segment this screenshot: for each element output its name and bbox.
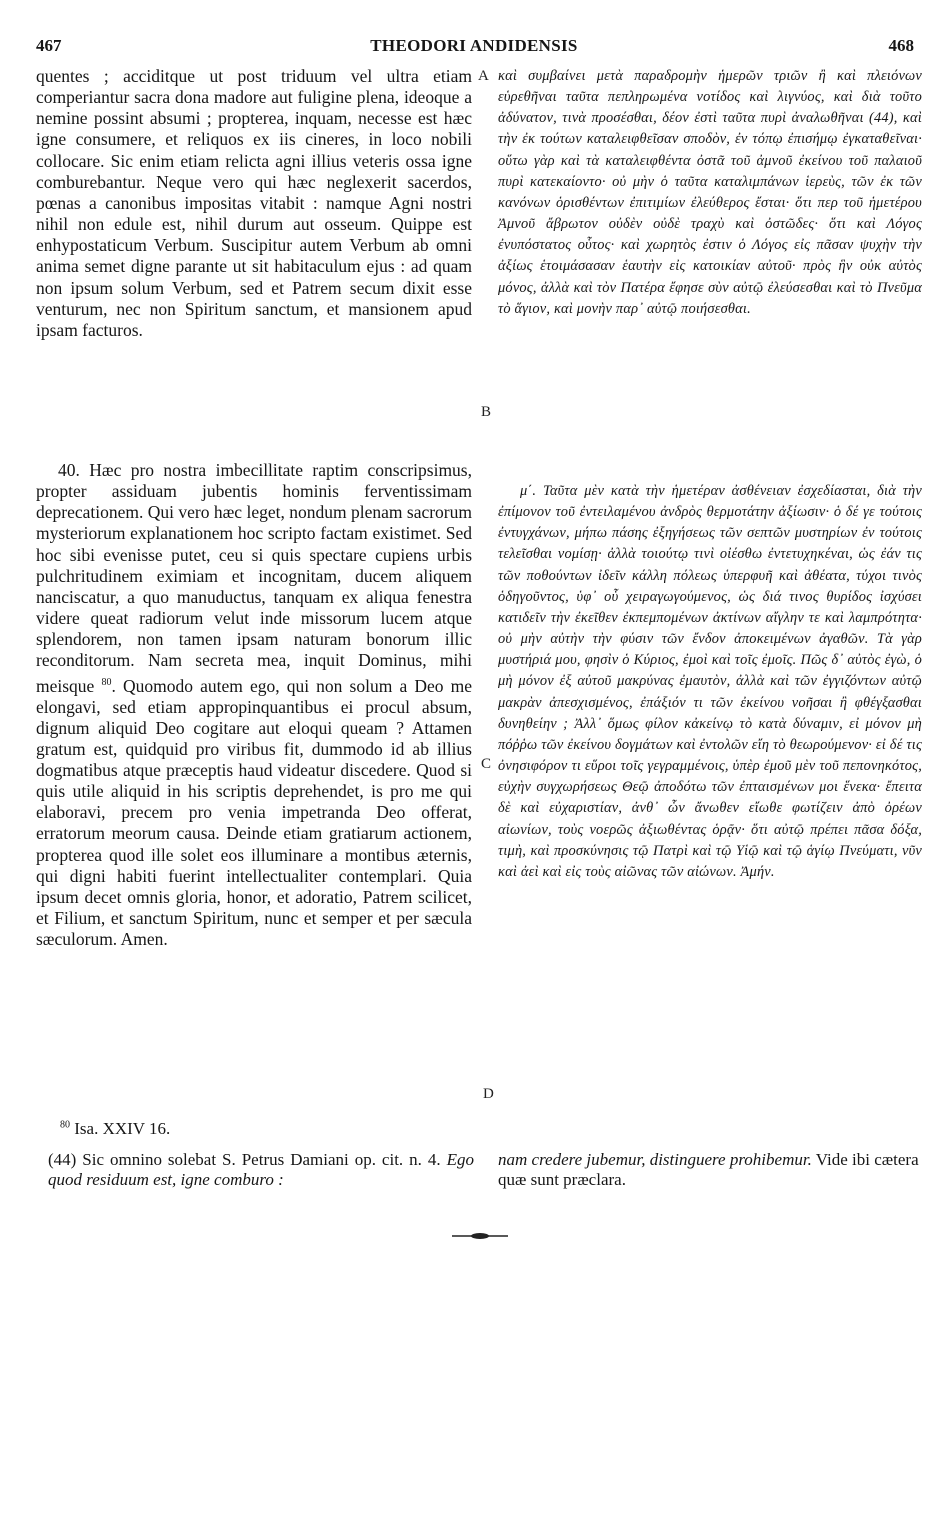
latin-paragraph-1 — [36, 66, 472, 341]
latin-paragraph-40-text — [36, 460, 472, 950]
latin-para2-part-a: 40. Hæc pro nostra imbecillitate raptim conscripsimus, propter assiduam jubentis hominis ferventissimam deprecationem. Qui vero hæc leget, nondum plenam sacrorum mysteriorum explanationem hoc scripto factam existimet. Sed hoc sibi evenisse putet, ceu si quis spectare cupiens urbis pulchritudinem eximiam et incognitam, ducem aliquem nanciscatur, a quo manuductus, tanquam ex aliqua fenestra videre queat radiorum velut inde missorum lucem atque splendorem, non tamen ipsam naturam bonorum illic reconditorum. Nam secreta mea, inquit Dominus, mihi meisque — [36, 460, 472, 696]
note-44-right — [498, 1150, 922, 1190]
greek-paragraph-1 — [498, 66, 922, 320]
latin-paragraph-1-text: quentes ; acciditque ut post triduum vel ultra etiam comperiantur sacra dona madore aut fuligine plena, ideoque a nemine possint absumi ; propterea, inquam, necesse est hæc igne consumere, et reliquos ex iis cineres, in loco nobili collocare. Sic enim etiam relicta agni illius veteris ossa igne comburebantur. Neque vero qui hæc neglexerit sacerdos, pœnas a canonibus impositas vitabit : namque Agni nostri nihil non edule est, nihil durum aut osseum. Quippe est enhypostaticum Verbum. Suscipitur autem Verbum ab omni anima semet digne parante ut sit habitaculum ejus : ad quam non ipsum solum Verbum, sed et Patrem secum dixit esse venturum, nec non Spiritum sanctum, et mansionem apud ipsam facturos. — [36, 66, 472, 340]
margin-marker-b: B — [481, 404, 492, 420]
footnote-80-text: Isa. XXIV 16. — [74, 1119, 171, 1138]
footnote-80-number: 80 — [60, 1119, 70, 1131]
latin-para2-part-b: . Quomodo autem ego, qui non solum a Deo me elongavi, sed etiam appropinquantibus ei procul absum, dignum aliquid Deo cogitare aut eloqui queam ? Attamen gratum est, quidquid pro viribus fit, dummodo id ab illius dogmatibus atque præceptis haud videatur discedere. Quod si quis utile aliquid in his scriptis deprehendet, is pro me qui elaboravi, precem pro venia impetranda Deo offerat, erratorum meorum causa. Deinde etiam gratiarum actionem, propterea quod ille solet eos illuminare a montibus æternis, qui digni habiti fuerint intellectualiter contemplari. Quia ipsum decet omnis gloria, honor, et adoratio, Patrem scilicet, et Filium, et sanctum Spiritum, nunc et semper et per sæcula sæculorum. Amen. — [36, 675, 472, 950]
footnote-80 — [60, 1119, 170, 1139]
latin-paragraph-40 — [36, 460, 472, 950]
note-44-left — [48, 1150, 474, 1190]
running-title: THEODORI ANDIDENSIS — [370, 36, 578, 55]
end-ornament — [450, 1232, 510, 1240]
right-page-number: 468 — [888, 36, 914, 55]
margin-marker-c: C — [481, 756, 492, 772]
note-44-right-italic: nam credere jubemur, distinguere prohibemur. — [498, 1150, 812, 1169]
greek-paragraph-1-text: καὶ συμβαίνει μετὰ παραδρομὴν ἡμερῶν τριῶν ἢ καὶ πλειόνων εὑρεθῆναι ταῦτα πεπληρωμένα νοτίδος καὶ λιγνύος, καὶ διὰ τοῦτο ἀδύνατον, τινὰ προσέσθαι, δέον ἐστὶ ταῦτα πυρὶ ἀναλωθῆναι (44), καὶ τὴν ἐκ τούτων καταλειφθεῖσαν σποδὸν, ἐν τόπῳ ἐπισήμῳ ἐγκαταθεῖναι· οὕτω γὰρ καὶ τὰ καταλειφθέντα ὀστᾶ τοῦ ἀμνοῦ ἐκείνου τοῦ παλαιοῦ πυρὶ κατεκαίοντο· οὐ μὴν ὁ ταῦτα καταλιμπάνων ἱερεὺς, τῶν ἐκ τῶν κανόνων ὁρισθέντων ἐπιτιμίων ἐλεύθερος ἔσται· ὅτι περ τοῦ ἡμετέρου Ἀμνοῦ ἄβρωτον οὐδὲν οὐδὲ τραχὺ καὶ ὀστῶδες· ὅτι καὶ Λόγος ἐνυπόστατος οὗτος· καὶ χωρητὸς ἐστιν ὁ Λόγος εἰς πᾶσαν ψυχὴν τὴν ἀξίως ἑτοιμάσασαν ἑαυτὴν εἰς κατοικίαν αὐτοῦ· πρὸς ἣν οὐκ αὐτὸς μόνος, ἀλλὰ καὶ τὸν Πατέρα ἔφησε σὺν αὐτῷ ἐλεύσεσθαι καὶ τὸ Πνεῦμα τὸ ἅγιον, καὶ μονὴν παρ᾽ αὐτῷ ποιήσεσθαι. — [498, 68, 922, 317]
note-44-italic: Ego quod residuum est, igne comburo : — [48, 1150, 474, 1189]
greek-paragraph-40 — [498, 481, 922, 883]
note-44-plain: (44) Sic omnino solebat S. Petrus Damiani op. cit. n. 4. — [48, 1150, 441, 1169]
margin-marker-a: A — [478, 68, 489, 84]
note-44-right-plain: Vide ibi cætera quæ sunt præclara. — [498, 1150, 919, 1189]
margin-marker-d: D — [483, 1086, 494, 1102]
greek-paragraph-40-text: μ΄. Ταῦτα μὲν κατὰ τὴν ἡμετέραν ἀσθένειαν ἐσχεδίασται, διὰ τὴν ἐπίμονον τοῦ ἐντειλαμένου ἀνδρὸς θερμοτάτην ἀξίωσιν· ὁ δέ γε τούτοις ἐντυγχάνων, μήπω πάσης ἐξηγήσεως τῶν σεπτῶν μυστηρίων ἐν τούτοις τελεῖσθαι νομίσῃ· ἀλλὰ τοιούτῳ τινὶ οἰέσθω ἐντετυχηκέναι, ὡς ἐάν τις τῶν ποθούντων ἰδεῖν κάλλη πόλεως ὑπερφυῆ καὶ ἀθέατα, τύχοι τινὸς ὁδηγοῦντος, ὑφ᾽ οὗ χειραγωγούμενος, ὡς διά τινος θυρίδος ἰσχύσει κατιδεῖν τὴν ἐκεῖθεν ἐκπεμπομένων ἀκτίνων αἴγλην τε καὶ λαμπρότητα· οὐ μὴν αὐτὴν τὴν φύσιν τῶν ἔνδον ἀποκειμένων ἀγαθῶν. Τὰ γὰρ μυστήριά μου, φησὶν ὁ Κύριος, ἐμοὶ καὶ τοῖς ἐμοῖς. Πῶς δ᾽ αὐτὸς ἐγὼ, ὁ μὴ μόνον ἐξ αὐτοῦ μακρύνας ἐμαυτὸν, ἀλλὰ καὶ τῶν ἐγγιζόντων αὐτῷ μακρὰν ἀπεσχισμένος, ἐπάξιόν τι τῶν ἐκείνου νοῆσαι ἢ φθέγξασθαι δυνηθείην ; Ἀλλ᾽ ὅμως φίλον κἀκείνῳ τὸ κατὰ δύναμιν, εἰ μόνον μὴ πόῤῥω τῶν ἐκείνου δογμάτων καὶ ἐντολῶν εἴη τὸ θεωρούμενον· εἰ δέ τις ὀνησιφόρον τι εὕροι τοῖς γεγραμμένοις, ὑπὲρ ἐμοῦ μὲν τοῦ πεπονηκότος, εὐχὴν συγχωρήσεως Θεῷ ἀποδότω τῶν ἐπταισμένων μοι ἕνεκα· ἔπειτα δὲ καὶ εὐχαριστίαν, ἀνθ᾽ ὧν ἄνωθεν εἴωθε φωτίζειν ἀπὸ ὀρέων αἰωνίων, τοὺς νοερῶς ἀξιωθέντας ὁρᾷν· ὅτι αὐτῷ πρέπει πᾶσα δόξα, τιμὴ, καὶ προσκύνησις τῷ Πατρὶ καὶ τῷ Υἱῷ καὶ τῷ ἁγίῳ Πνεύματι, νῦν καὶ ἀεὶ καὶ εἰς τοὺς αἰῶνας τῶν αἰώνων. Ἀμήν. — [498, 483, 922, 880]
footnote-ref-80: 80 — [101, 676, 112, 688]
left-page-number: 467 — [36, 36, 62, 55]
